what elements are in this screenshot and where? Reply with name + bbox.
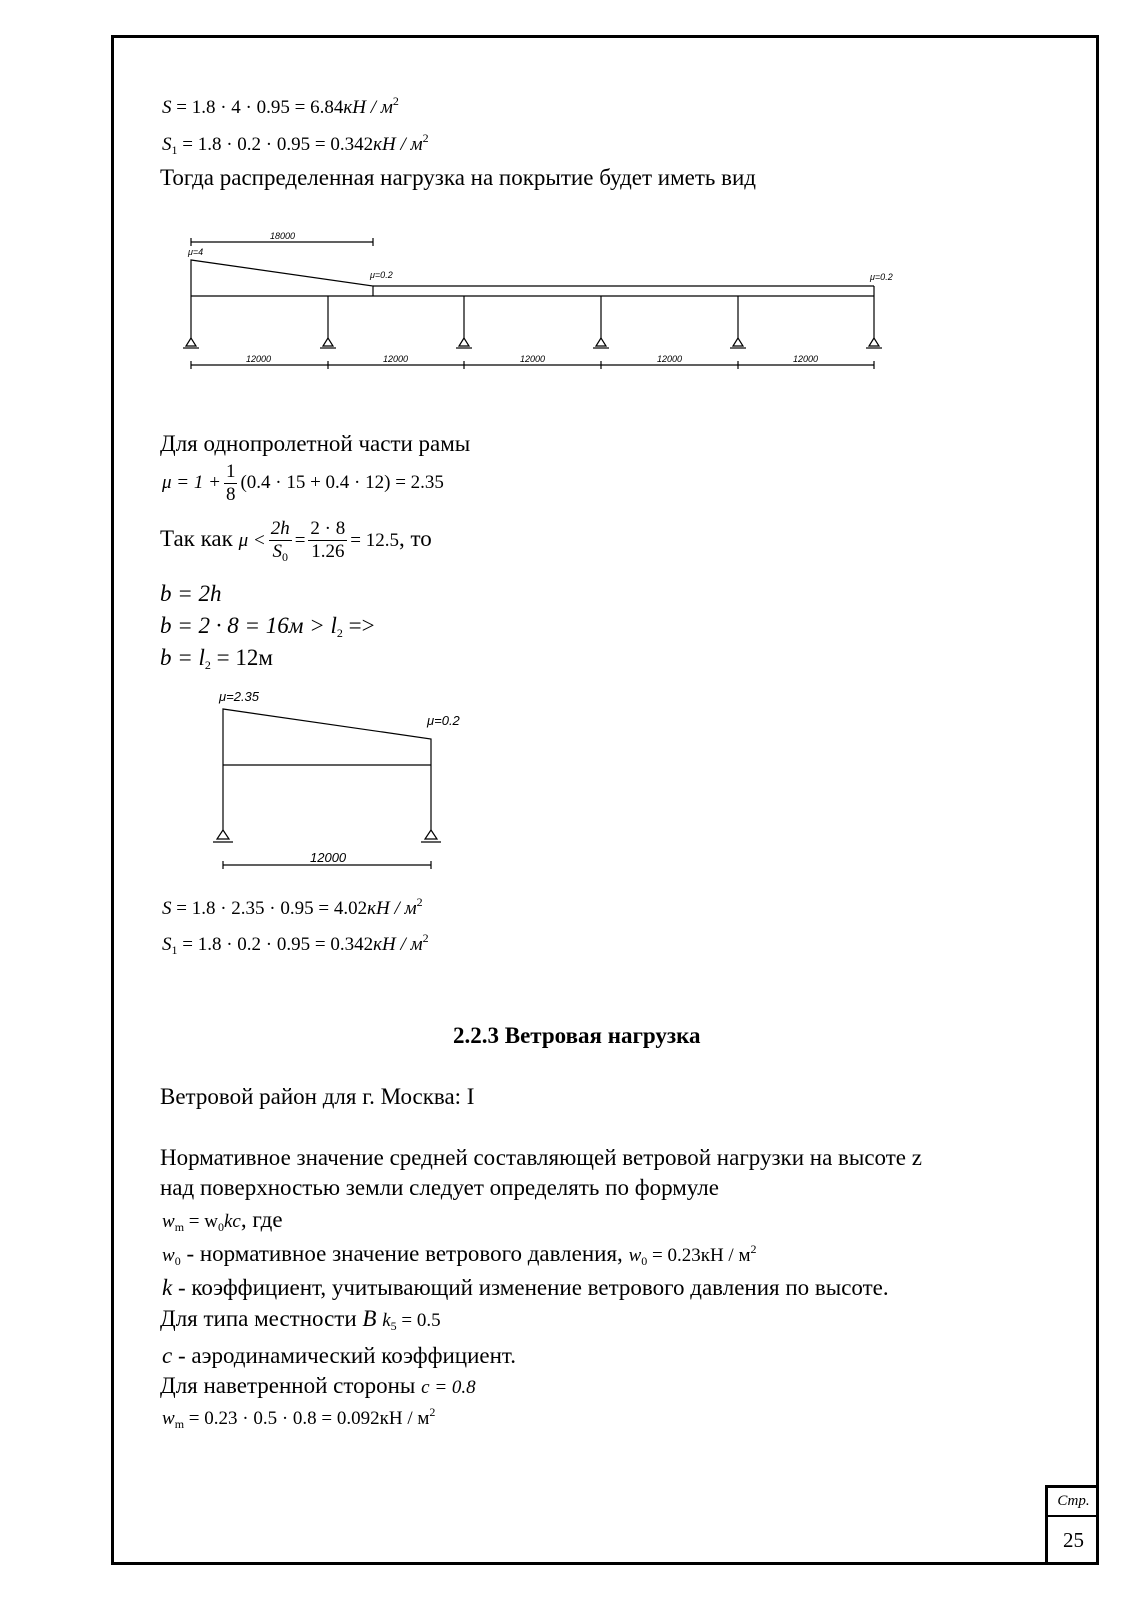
top-dimension: 18000	[270, 231, 296, 241]
wm-formula: $w_m = w_0kc$, где	[162, 1207, 283, 1234]
w0-definition: $w_0$ - нормативное значение ветрового давления, $w_0 = 0.23кН / м^2$	[162, 1241, 757, 1268]
b-equation-3: $b = l_2 = 12м$	[160, 645, 273, 672]
mu-mid-label: μ=0.2	[370, 270, 393, 280]
span-label: 12000	[520, 354, 546, 364]
span-label: 12000	[793, 354, 819, 364]
b-equation-1: b = 2h	[160, 581, 222, 606]
support-icon	[183, 338, 882, 348]
span-label: 12000	[310, 850, 347, 865]
span-label: 12000	[246, 354, 272, 364]
equation-s: $S = 1.8 \cdot 4 \cdot 0.95 = 6.84кН / м^2$	[162, 94, 399, 118]
single-span-text: Для однопролетной части рамы	[160, 431, 471, 456]
wm-result: $w_m = 0.23 \cdot 0.5 \cdot 0.8 = 0.092кН / м^2$	[162, 1405, 436, 1431]
page-stamp	[1045, 1485, 1099, 1565]
windward-side: Для наветренной стороны c = 0.8	[160, 1373, 476, 1398]
single-span-diagram	[205, 685, 485, 875]
wind-region: Ветровой район для г. Москва: I	[160, 1084, 475, 1109]
c-definition: c - аэродинамический коэффициент.	[162, 1343, 516, 1368]
mu-left-label: μ=2.35	[219, 689, 260, 704]
page-number: 25	[1063, 1528, 1084, 1552]
b-equation-2: $b = 2 \cdot 8 = 16м > l_2$ =>	[160, 613, 375, 640]
page-label: Стр.	[1048, 1485, 1099, 1517]
mu-equation: μ = 1 + $\frac{1}{8}$ (0.4 · 15 + 0.4 · 12) = 2.35	[162, 461, 444, 505]
equation-s1: $S_1 = 1.8 \cdot 0.2 \cdot 0.95 = 0.342кН / м^2$	[162, 131, 429, 157]
since-condition: Так как μ < $\frac{2h}{S_0}$ = $\frac{2 \cdot 8}{1.26}$ = 12.5, то	[160, 518, 432, 564]
roof-load-diagram	[180, 228, 910, 378]
mu-left-label: μ=4	[188, 247, 204, 257]
span-label: 12000	[383, 354, 409, 364]
mu-right-label: μ=0.2	[870, 272, 893, 282]
support-icon	[213, 830, 441, 842]
section-title: 2.2.3 Ветровая нагрузка	[453, 1023, 701, 1048]
mu-right-label: μ=0.2	[427, 713, 460, 728]
terrain-type: Для типа местности B $k_5 = 0.5$	[160, 1306, 441, 1333]
norm-text-line2: над поверхностью земли следует определять по формуле	[160, 1175, 719, 1200]
equation-s1-single: $S_1 = 1.8 \cdot 0.2 \cdot 0.95 = 0.342кН / м^2$	[162, 931, 429, 957]
span-label: 12000	[657, 354, 683, 364]
norm-text-line1: Нормативное значение средней составляющей ветровой нагрузки на высоте z	[160, 1145, 922, 1170]
k-definition: k - коэффициент, учитывающий изменение ветрового давления по высоте.	[162, 1275, 889, 1300]
equation-s-single: $S = 1.8 \cdot 2.35 \cdot 0.95 = 4.02кН / м^2$	[162, 895, 423, 919]
intro-text: Тогда распределенная нагрузка на покрытие будет иметь вид	[160, 165, 757, 190]
